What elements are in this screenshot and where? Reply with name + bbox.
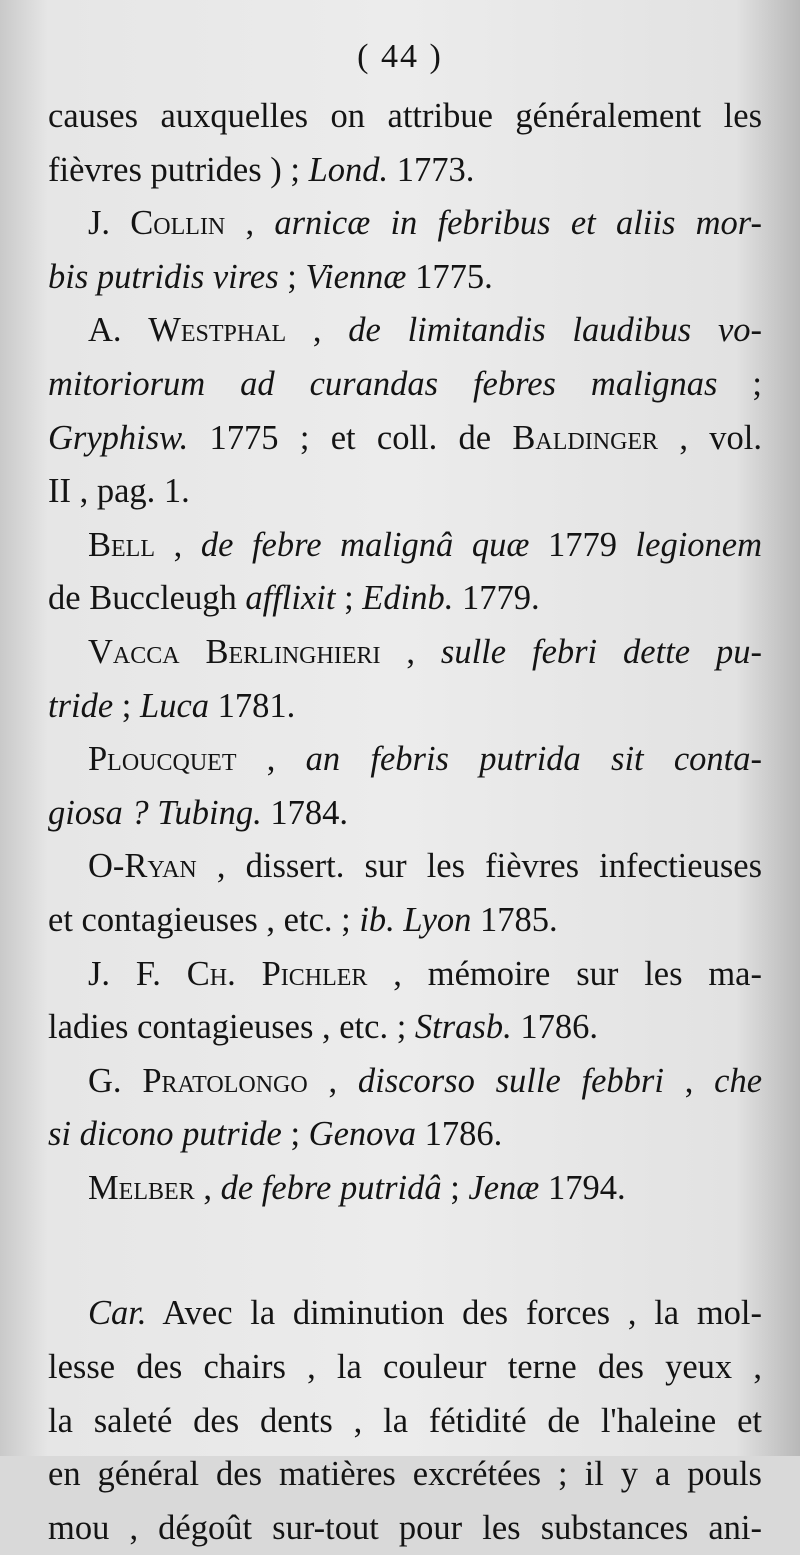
text-segment: J. <box>88 204 131 243</box>
author-name: Vacca Berlinghieri <box>88 632 381 671</box>
text-segment: ladies contagieuses , etc. ; <box>48 1008 415 1047</box>
text-segment: de Buccleugh <box>48 579 246 618</box>
text-segment: lesse des chairs , la couleur terne des yeux , <box>48 1348 762 1387</box>
italic-text: Luca <box>140 686 210 725</box>
text-segment: la saleté des dents , la fétidité de l'haleine et <box>48 1401 762 1440</box>
text-segment: 1781. <box>209 686 296 725</box>
italic-text: sulle febri dette pu- <box>440 632 762 671</box>
text-segment: J. F. <box>88 954 187 993</box>
text-line <box>48 412 762 466</box>
text-segment: ; <box>441 1168 469 1207</box>
text-line <box>48 519 762 573</box>
text-segment: , <box>225 204 275 243</box>
text-segment: , <box>194 1168 221 1207</box>
text-line <box>48 90 762 144</box>
text-line <box>48 948 762 1002</box>
text-segment: , <box>380 632 441 671</box>
italic-text: Jenæ <box>468 1168 540 1207</box>
italic-text: de limitandis laudibus vo- <box>348 311 762 350</box>
author-name: Baldinger <box>512 418 659 457</box>
italic-text: de febre putridâ <box>220 1168 442 1207</box>
page-number: ( 44 ) <box>357 38 443 75</box>
text-line <box>48 1001 762 1055</box>
author-name: Bell <box>88 525 155 564</box>
text-segment: mou , dégoût sur-tout pour les substances ani- <box>48 1508 762 1547</box>
italic-text: Lond. <box>308 150 389 189</box>
author-name: Melber <box>88 1168 195 1207</box>
author-name: Ch. Pichler <box>186 954 368 993</box>
text-line <box>48 358 762 412</box>
text-segment: II , pag. 1. <box>48 472 190 511</box>
text-segment: 1784. <box>261 793 349 832</box>
italic-text: Edinb. <box>362 579 454 618</box>
text-line <box>48 572 762 626</box>
italic-text: tride <box>48 686 114 725</box>
italic-text: Car. <box>88 1294 147 1333</box>
text-line <box>48 1502 762 1555</box>
text-segment: , <box>307 1061 358 1100</box>
text-segment: G. <box>88 1061 143 1100</box>
text-line <box>48 1341 762 1395</box>
text-line <box>48 304 762 358</box>
text-segment: ; <box>717 364 762 403</box>
italic-text: an febris putrida sit conta- <box>305 740 762 779</box>
italic-text: afflixit <box>245 579 336 618</box>
text-line <box>48 626 762 680</box>
text-segment: 1775 ; et coll. de <box>188 418 513 457</box>
text-line <box>48 144 762 198</box>
text-segment: , vol. <box>658 418 762 457</box>
italic-text: Viennæ <box>305 257 407 296</box>
text-segment: , <box>236 740 306 779</box>
section-gap <box>48 1215 762 1287</box>
text-line <box>48 733 762 787</box>
text-line <box>48 465 762 519</box>
text-line <box>48 787 762 841</box>
italic-text: discorso sulle febbri <box>357 1061 664 1100</box>
author-name: Westphal <box>148 311 287 350</box>
text-line <box>48 1287 762 1341</box>
italic-text: de febre malignâ quæ <box>200 525 530 564</box>
text-line <box>48 894 762 948</box>
italic-text: legionem <box>635 525 763 564</box>
italic-text: Genova <box>308 1115 416 1154</box>
text-segment: 1775. <box>406 257 493 296</box>
text-segment: , <box>663 1061 715 1100</box>
text-segment: , <box>286 311 349 350</box>
italic-text: si dicono putride <box>48 1115 282 1154</box>
text-segment: 1786. <box>511 1008 598 1047</box>
italic-text: ib. Lyon <box>359 900 472 939</box>
text-segment: 1786. <box>415 1115 503 1154</box>
text-segment: Avec la diminution des forces , la mol- <box>146 1294 762 1333</box>
text-segment: 1779 <box>529 525 636 564</box>
text-segment: ; <box>113 686 141 725</box>
text-segment: , dissert. sur les fièvres infectieuses <box>196 847 762 886</box>
page-text <box>48 90 762 1555</box>
text-segment: A. <box>88 311 149 350</box>
text-segment: O- <box>88 847 125 886</box>
text-line <box>48 1448 762 1502</box>
text-segment: fièvres putrides ) ; <box>48 150 309 189</box>
italic-text: arnicæ in febribus et aliis mor- <box>274 204 762 243</box>
author-name: Ryan <box>124 847 197 886</box>
author-name: Collin <box>130 204 226 243</box>
text-line <box>48 1108 762 1162</box>
text-segment: et contagieuses , etc. ; <box>48 900 360 939</box>
text-segment: 1779. <box>453 579 540 618</box>
text-line <box>48 197 762 251</box>
text-segment: ; <box>278 257 306 296</box>
text-segment: ; <box>335 579 363 618</box>
text-line <box>48 840 762 894</box>
text-segment: ; <box>281 1115 309 1154</box>
text-segment: 1785. <box>471 900 558 939</box>
text-segment: causes auxquelles on attribue généralement les <box>48 97 762 135</box>
text-line <box>48 680 762 734</box>
italic-text: giosa ? Tubing. <box>48 793 262 832</box>
italic-text: bis putridis vires <box>48 257 279 296</box>
text-line <box>48 1055 762 1109</box>
author-name: Pratolongo <box>142 1061 308 1100</box>
italic-text: che <box>714 1061 763 1100</box>
text-segment: , <box>155 525 201 564</box>
author-name: Ploucquet <box>88 740 237 779</box>
text-segment: 1773. <box>388 150 475 189</box>
italic-text: mitoriorum ad curandas febres malignas <box>48 364 718 403</box>
text-segment: , mémoire sur les ma- <box>367 954 762 993</box>
text-line <box>48 251 762 305</box>
text-segment: en général des matières excrétées ; il y a pouls <box>48 1455 762 1494</box>
italic-text: Gryphisw. <box>48 418 189 457</box>
text-segment: 1794. <box>539 1168 626 1207</box>
text-line <box>48 1395 762 1449</box>
text-line <box>48 1162 762 1216</box>
italic-text: Strasb. <box>414 1008 512 1047</box>
